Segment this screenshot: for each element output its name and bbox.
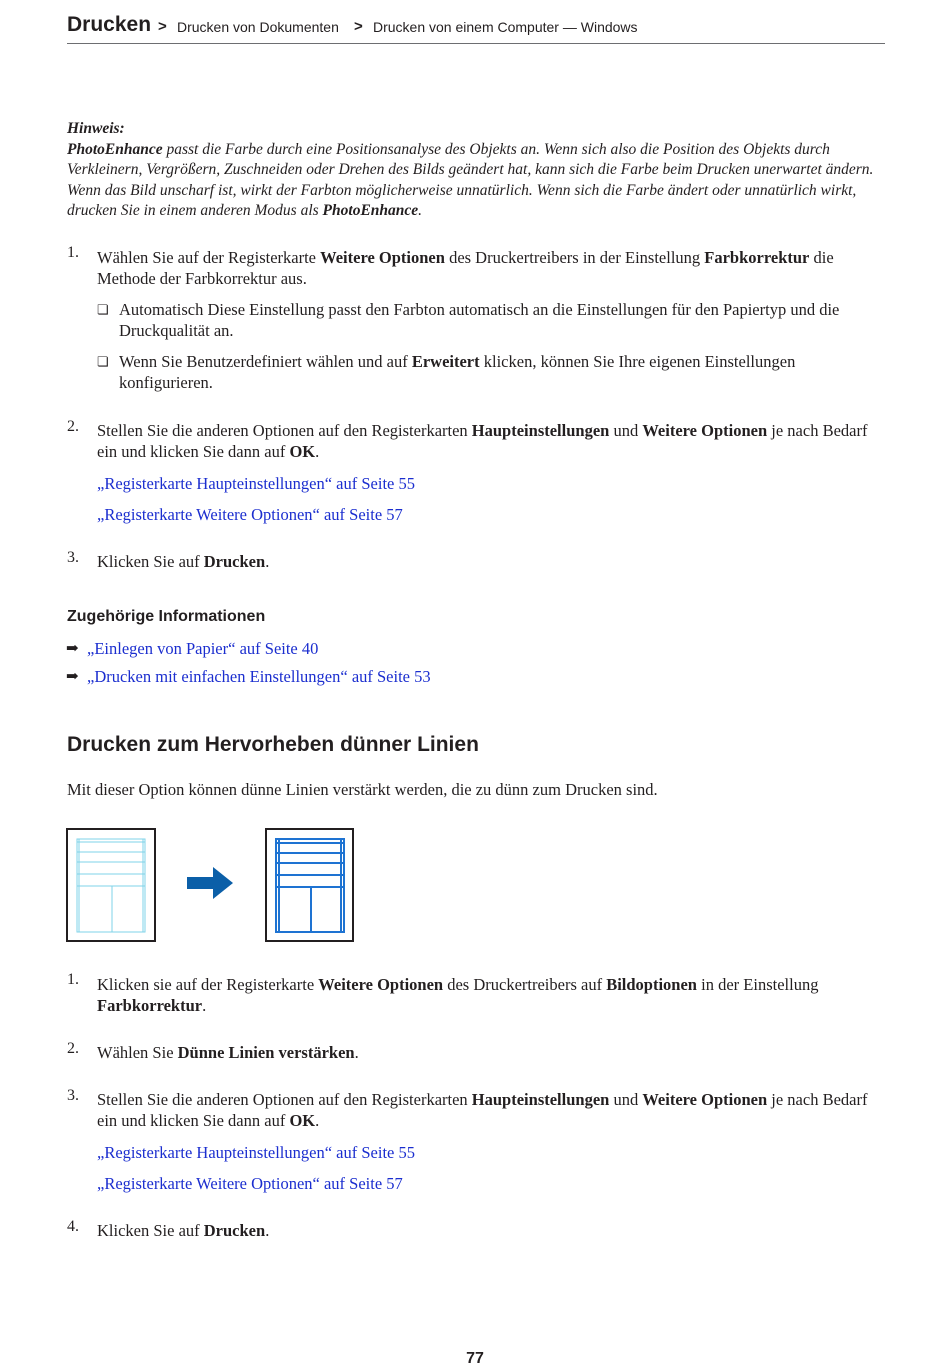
step-number: 4. xyxy=(67,1218,79,1235)
note-text: PhotoEnhance passt die Farbe durch eine Positionsanalyse des Objekts an. Wenn sich also die Position des Objekts durch Verkleinern, Vergrößern, Zuschneiden oder Drehen des Bilds geändert hat, kann sich die Farbe beim Drucken unerwartet ändern. Wenn das Bild unscharf ist, wirkt der Farbton möglicherweise unnatürlich. Wenn sich die Farbe ändert oder unnatürlich wirkt, drucken Sie in einem anderen Modus als PhotoEnhance. xyxy=(67,140,874,219)
step-text: Wählen Sie auf der Registerkarte Weitere Optionen des Druckertreibers in der Einstellung Farbkorrektur die Methode der Farbkorrektur aus. xyxy=(97,248,834,288)
after-page-icon xyxy=(266,829,353,941)
step-number: 1. xyxy=(67,244,79,261)
link-load-paper[interactable]: „Einlegen von Papier“ auf Seite 40 xyxy=(87,639,319,658)
step-text: Stellen Sie die anderen Optionen auf den Registerkarten Haupteinstellungen und Weitere Optionen je nach Bedarf ein und klicken Sie dann auf OK. xyxy=(97,1090,868,1130)
note-label: Hinweis: xyxy=(67,120,125,137)
step-number: 3. xyxy=(67,1087,79,1104)
link-main-settings[interactable]: „Registerkarte Haupteinstellungen“ auf Seite 55 xyxy=(97,1143,415,1162)
thin-lines-illustration xyxy=(66,828,358,944)
bullet-text: Wenn Sie Benutzerdefiniert wählen und auf Erweitert klicken, können Sie Ihre eigenen Einstellungen konfigurieren. xyxy=(119,352,796,392)
step-text: Klicken Sie auf Drucken. xyxy=(97,552,270,571)
breadcrumb-item-windows: Drucken von einem Computer — Windows xyxy=(373,19,638,35)
step-text: Klicken sie auf der Registerkarte Weitere Optionen des Druckertreibers auf Bildoptionen in der Einstellung Farbkorrektur. xyxy=(97,975,819,1015)
step-text: Stellen Sie die anderen Optionen auf den Registerkarten Haupteinstellungen und Weitere Optionen je nach Bedarf ein und klicken Sie dann auf OK. xyxy=(97,421,868,461)
page-header xyxy=(67,12,885,44)
arrow-right-icon xyxy=(187,867,233,899)
step-number: 2. xyxy=(67,418,79,435)
before-page-icon xyxy=(67,829,155,941)
step-text: Wählen Sie Dünne Linien verstärken. xyxy=(97,1043,359,1062)
page-number: 77 xyxy=(466,1350,484,1367)
related-heading: Zugehörige Informationen xyxy=(67,608,266,625)
step-number: 3. xyxy=(67,549,79,566)
note-box xyxy=(67,119,887,222)
bullet-text: Automatisch Diese Einstellung passt den Farbton automatisch an die Einstellungen für den Papiertyp und die Druckqualität an. xyxy=(119,300,840,340)
section-intro: Mit dieser Option können dünne Linien verstärkt werden, die zu dünn zum Drucken sind. xyxy=(67,780,658,799)
breadcrumb-item-documents: Drucken von Dokumenten xyxy=(177,19,339,35)
link-main-settings[interactable]: „Registerkarte Haupteinstellungen“ auf Seite 55 xyxy=(97,474,415,493)
chapter-title: Drucken xyxy=(67,13,152,36)
link-simple-print[interactable]: „Drucken mit einfachen Einstellungen“ auf Seite 53 xyxy=(87,667,431,686)
arrow-right-icon: ➡ xyxy=(66,669,79,685)
bullet-icon: ❏ xyxy=(97,354,109,369)
breadcrumb-separator: > xyxy=(354,18,363,35)
step-number: 2. xyxy=(67,1040,79,1057)
breadcrumb-separator: > xyxy=(158,18,167,35)
step-number: 1. xyxy=(67,971,79,988)
bullet-icon: ❏ xyxy=(97,302,109,317)
section-heading: Drucken zum Hervorheben dünner Linien xyxy=(67,733,479,756)
arrow-right-icon: ➡ xyxy=(66,641,79,657)
link-more-options[interactable]: „Registerkarte Weitere Optionen“ auf Seite 57 xyxy=(97,1174,403,1193)
step-text: Klicken Sie auf Drucken. xyxy=(97,1221,270,1240)
link-more-options[interactable]: „Registerkarte Weitere Optionen“ auf Seite 57 xyxy=(97,505,403,524)
